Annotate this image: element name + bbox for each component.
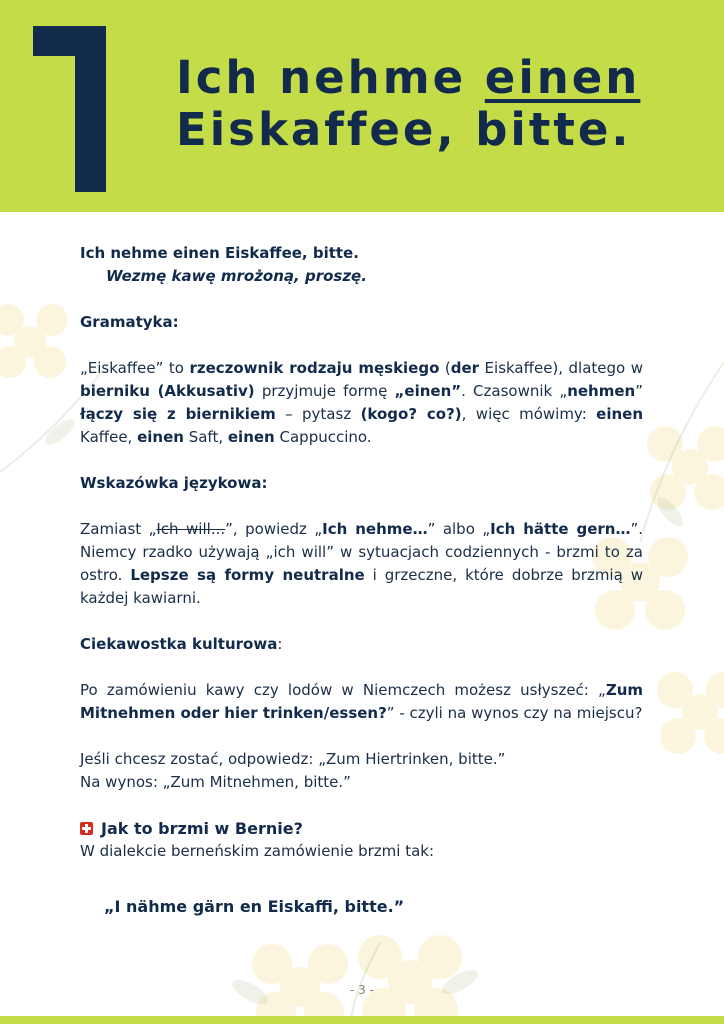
header-banner [0,0,724,212]
footer-bar [0,1016,724,1024]
flower-right-mid [647,426,724,510]
culture-paragraph: Po zamówieniu kawy czy lodów w Niemczech możesz usłyszeć: „Zum Mitnehmen oder hier trinken/essen?” - czyli na wynos czy na miejscu? [80,681,643,722]
flower-right-low [657,672,724,754]
flower-left-top [0,304,68,378]
bern-intro: W dialekcie berneńskim zamówienie brzmi tak: [80,842,435,860]
grammar-paragraph: „Eiskaffee” to rzeczownik rodzaju męskiego (der Eiskaffee), dlatego w bierniku (Akkusativ) przyjmuje formę „einen”. Czasownik „nehmen” łączy się z biernikiem – pytasz (kogo? co?), więc mówimy: einen Kaffee, einen Saft, einen Cappuccino. [80,359,644,446]
flower-bottom [252,935,462,1024]
title-underlined-word: einen [484,51,641,104]
title-part1: Ich nehme [176,51,485,104]
big-number-1 [33,26,106,192]
swiss-flag-icon [80,822,93,835]
page-title [176,52,640,156]
culture-heading: Ciekawostka kulturowa: [80,635,283,653]
page-number: - 3 - [350,983,374,997]
tip-heading: Wskazówka językowa: [80,474,268,492]
title-line2: Eiskaffee, bitte. [176,103,632,156]
culture-stay-answer: Jeśli chcesz zostać, odpowiedz: „Zum Hiertrinken, bitte.” [80,750,506,768]
german-sentence: Ich nehme einen Eiskaffee, bitte. [80,244,359,262]
bern-quote: „I nähme gärn en Eiskaffi, bitte.” [104,897,405,916]
culture-takeaway-answer: Na wynos: „Zum Mitnehmen, bitte.” [80,773,351,791]
grammar-heading: Gramatyka: [80,313,179,331]
polish-translation: Wezmę kawę mrożoną, proszę. [106,267,367,285]
bern-heading: Jak to brzmi w Bernie? [80,817,643,840]
tip-paragraph: Zamiast „Ich will...”, powiedz „Ich nehme…” albo „Ich hätte gern…”. Niemcy rzadko używają „ich will” w sytuacjach codziennych - brzmi to za ostro. Lepsze są formy neutralne i grzeczne, które dobrze brzmią w każdej kawiarni. [80,520,643,607]
lesson-content [80,242,643,918]
